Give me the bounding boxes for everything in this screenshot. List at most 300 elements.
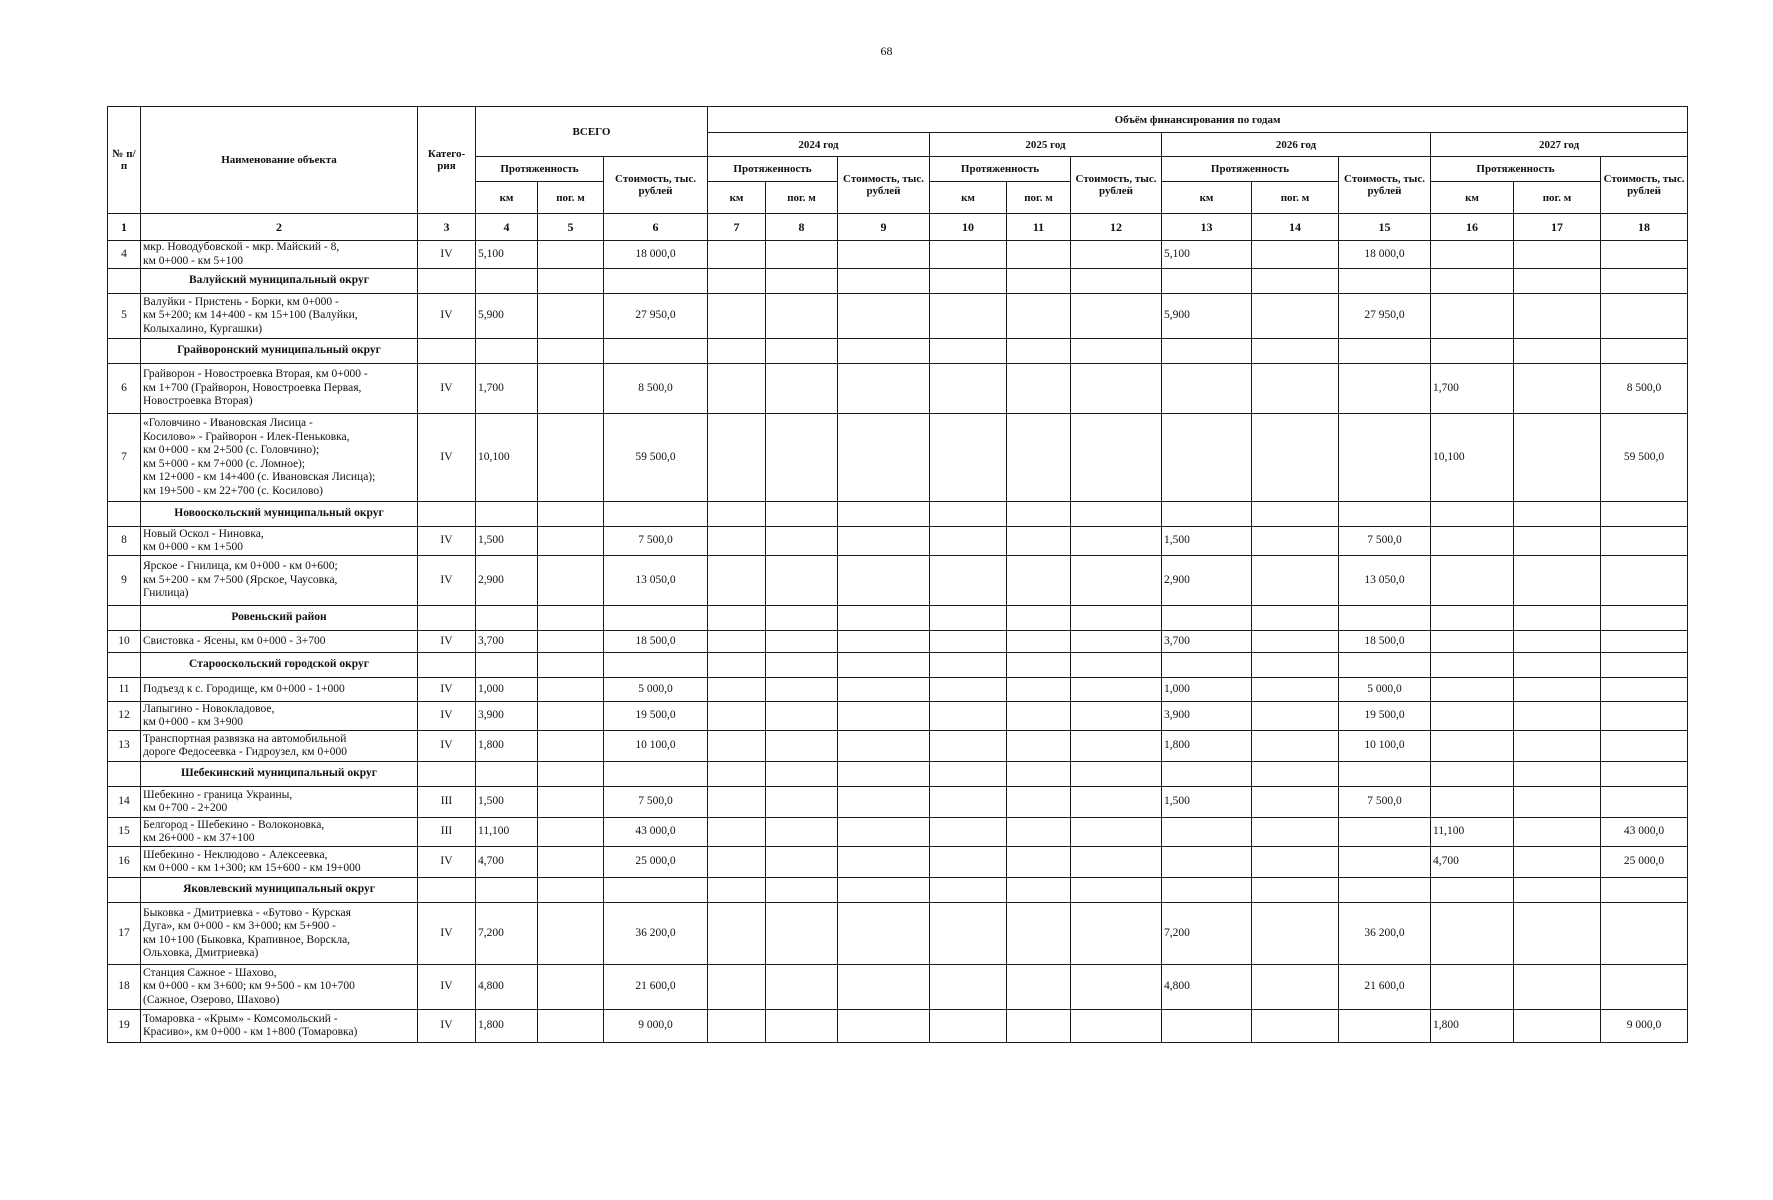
row-number: 18 (108, 965, 141, 1010)
empty-cell (604, 878, 708, 903)
km-cell (708, 294, 766, 339)
km-cell: 10,100 (1431, 414, 1514, 502)
cost-cell (1601, 294, 1688, 339)
empty-cell (604, 339, 708, 364)
km-cell (930, 556, 1007, 606)
pogm-cell (538, 294, 604, 339)
km-cell (930, 787, 1007, 818)
pogm-cell (1252, 364, 1339, 414)
cost-cell (1339, 364, 1431, 414)
object-name: Шебекино - Неклюдово - Алексеевка, км 0+000 - км 1+300; км 15+600 - км 19+000 (141, 847, 418, 878)
km-cell: 2,900 (476, 556, 538, 606)
table-row (108, 414, 1688, 502)
section-row (108, 653, 1688, 678)
cost-cell: 10 100,0 (1339, 731, 1431, 762)
km-cell: 1,700 (476, 364, 538, 414)
km-cell: 2,900 (1162, 556, 1252, 606)
cost-cell (1339, 847, 1431, 878)
cost-cell: 18 000,0 (1339, 241, 1431, 269)
km-cell (708, 818, 766, 847)
empty-cell (418, 502, 476, 527)
empty-cell (1514, 606, 1601, 631)
object-name: мкр. Новодубовской - мкр. Майский - 8, км 0+000 - км 5+100 (141, 241, 418, 269)
empty-cell (930, 606, 1007, 631)
km-cell: 3,900 (1162, 702, 1252, 731)
pogm-cell (1007, 818, 1071, 847)
empty-cell (476, 502, 538, 527)
cost-cell (1071, 1010, 1162, 1043)
pogm-cell (1514, 787, 1601, 818)
km-cell (930, 294, 1007, 339)
cost-cell: 59 500,0 (604, 414, 708, 502)
pogm-cell (1007, 903, 1071, 965)
pogm-cell (538, 965, 604, 1010)
empty-cell (1162, 269, 1252, 294)
pogm-cell (1252, 631, 1339, 653)
empty-cell (538, 339, 604, 364)
cost-cell: 7 500,0 (1339, 787, 1431, 818)
cost-cell (1339, 818, 1431, 847)
row-number: 4 (108, 241, 141, 269)
object-name: Томаровка - «Крым» - Комсомольский - Красиво», км 0+000 - км 1+800 (Томаровка) (141, 1010, 418, 1043)
header-cost-total: Стоимость, тыс. рублей (604, 157, 708, 214)
km-cell (1431, 556, 1514, 606)
km-cell (930, 818, 1007, 847)
empty-cell (708, 502, 766, 527)
empty-cell (838, 339, 930, 364)
cost-cell (1601, 787, 1688, 818)
pogm-cell (1514, 818, 1601, 847)
empty-cell (1071, 878, 1162, 903)
pogm-cell (1252, 847, 1339, 878)
cost-cell (1071, 702, 1162, 731)
pogm-cell (538, 818, 604, 847)
km-cell: 5,100 (1162, 241, 1252, 269)
pogm-cell (1007, 847, 1071, 878)
header-cost-2027: Стоимость, тыс. рублей (1601, 157, 1688, 214)
empty-cell (604, 269, 708, 294)
cost-cell: 7 500,0 (604, 787, 708, 818)
cost-cell (1071, 731, 1162, 762)
object-name: Грайворон - Новостроевка Вторая, км 0+000 - км 1+700 (Грайворон, Новостроевка Первая, Новостроевка Вторая) (141, 364, 418, 414)
section-title: Ровеньский район (141, 606, 418, 631)
cost-cell: 13 050,0 (604, 556, 708, 606)
empty-cell (1252, 878, 1339, 903)
category: IV (418, 965, 476, 1010)
empty-cell (930, 762, 1007, 787)
empty-cell (538, 606, 604, 631)
table-row (108, 241, 1688, 269)
header-year-2025: 2025 год (930, 133, 1162, 157)
km-cell (708, 847, 766, 878)
cost-cell: 13 050,0 (1339, 556, 1431, 606)
empty-cell (418, 878, 476, 903)
cost-cell: 8 500,0 (1601, 364, 1688, 414)
cost-cell: 8 500,0 (604, 364, 708, 414)
cost-cell: 5 000,0 (604, 678, 708, 702)
empty-cell (838, 269, 930, 294)
km-cell: 5,100 (476, 241, 538, 269)
object-name: Шебекино - граница Украины, км 0+700 - 2+200 (141, 787, 418, 818)
pogm-cell (1514, 903, 1601, 965)
category: IV (418, 294, 476, 339)
cost-cell (1071, 556, 1162, 606)
km-cell: 11,100 (1431, 818, 1514, 847)
pogm-cell (766, 903, 838, 965)
table-row (108, 787, 1688, 818)
km-cell (1431, 702, 1514, 731)
header-km-2026: км (1162, 182, 1252, 214)
cost-cell: 19 500,0 (604, 702, 708, 731)
pogm-cell (538, 731, 604, 762)
km-cell (708, 527, 766, 556)
pogm-cell (1252, 702, 1339, 731)
section-row (108, 269, 1688, 294)
pogm-cell (1007, 631, 1071, 653)
cost-cell (838, 818, 930, 847)
header-year-2026: 2026 год (1162, 133, 1431, 157)
empty-cell (1007, 653, 1071, 678)
object-name: Быковка - Дмитриевка - «Бутово - Курская Дуга», км 0+000 - км 3+000; км 5+900 - км 10+100 (Быковка, Крапивное, Ворскла, Ольховка, Дмитриевка) (141, 903, 418, 965)
cost-cell (838, 556, 930, 606)
cost-cell (838, 678, 930, 702)
km-cell (1162, 818, 1252, 847)
empty-cell (708, 762, 766, 787)
table-row (108, 818, 1688, 847)
header-length-2027: Протяженность (1431, 157, 1601, 182)
header-pogm-total: пог. м (538, 182, 604, 214)
km-cell (708, 1010, 766, 1043)
km-cell: 1,500 (476, 787, 538, 818)
km-cell (930, 702, 1007, 731)
cost-cell: 59 500,0 (1601, 414, 1688, 502)
cost-cell: 19 500,0 (1339, 702, 1431, 731)
empty-cell (1071, 269, 1162, 294)
cost-cell: 18 000,0 (604, 241, 708, 269)
km-cell (1431, 965, 1514, 1010)
empty-cell (930, 653, 1007, 678)
km-cell: 1,800 (476, 1010, 538, 1043)
km-cell (930, 903, 1007, 965)
table-row (108, 731, 1688, 762)
empty-cell (1007, 762, 1071, 787)
column-number: 11 (1007, 214, 1071, 241)
category: IV (418, 527, 476, 556)
km-cell (708, 731, 766, 762)
empty-cell (418, 762, 476, 787)
category: IV (418, 241, 476, 269)
header-total: ВСЕГО (476, 107, 708, 157)
empty-cell (1601, 653, 1688, 678)
pogm-cell (1514, 294, 1601, 339)
empty-cell (1431, 878, 1514, 903)
section-title: Шебекинский муниципальный округ (141, 762, 418, 787)
category: IV (418, 731, 476, 762)
row-number: 6 (108, 364, 141, 414)
pogm-cell (766, 818, 838, 847)
empty-cell (930, 339, 1007, 364)
cost-cell: 10 100,0 (604, 731, 708, 762)
empty-cell (538, 653, 604, 678)
section-row (108, 878, 1688, 903)
header-km-total: км (476, 182, 538, 214)
pogm-cell (538, 678, 604, 702)
column-number: 3 (418, 214, 476, 241)
empty-cell (1162, 762, 1252, 787)
cost-cell (1339, 414, 1431, 502)
empty-cell (538, 502, 604, 527)
cost-cell (838, 847, 930, 878)
empty-cell (766, 762, 838, 787)
category: IV (418, 702, 476, 731)
section-row (108, 606, 1688, 631)
row-number: 14 (108, 787, 141, 818)
header-year-2024: 2024 год (708, 133, 930, 157)
empty-cell (1339, 653, 1431, 678)
cost-cell: 21 600,0 (1339, 965, 1431, 1010)
category: III (418, 787, 476, 818)
financing-table (107, 106, 1688, 1043)
km-cell: 4,800 (476, 965, 538, 1010)
row-number: 17 (108, 903, 141, 965)
column-number: 17 (1514, 214, 1601, 241)
km-cell: 1,800 (1162, 731, 1252, 762)
empty-cell (1431, 653, 1514, 678)
column-number: 15 (1339, 214, 1431, 241)
empty-cell (1007, 339, 1071, 364)
empty-cell (1601, 762, 1688, 787)
object-name: Лапыгино - Новокладовое, км 0+000 - км 3+900 (141, 702, 418, 731)
cost-cell: 25 000,0 (1601, 847, 1688, 878)
km-cell: 10,100 (476, 414, 538, 502)
pogm-cell (1007, 364, 1071, 414)
cost-cell: 9 000,0 (604, 1010, 708, 1043)
km-cell (708, 556, 766, 606)
section-title: Валуйский муниципальный округ (141, 269, 418, 294)
cost-cell: 36 200,0 (604, 903, 708, 965)
row-number: 12 (108, 702, 141, 731)
empty-cell (1431, 502, 1514, 527)
cost-cell: 18 500,0 (1339, 631, 1431, 653)
cost-cell (1071, 965, 1162, 1010)
row-number-cell (108, 653, 141, 678)
row-number: 5 (108, 294, 141, 339)
cost-cell (838, 702, 930, 731)
table-row (108, 556, 1688, 606)
pogm-cell (1007, 1010, 1071, 1043)
table-row (108, 702, 1688, 731)
km-cell (1431, 241, 1514, 269)
pogm-cell (1252, 241, 1339, 269)
km-cell (1162, 414, 1252, 502)
header-pogm-2026: пог. м (1252, 182, 1339, 214)
section-row (108, 762, 1688, 787)
pogm-cell (1514, 731, 1601, 762)
cost-cell: 43 000,0 (1601, 818, 1688, 847)
pogm-cell (1252, 818, 1339, 847)
pogm-cell (766, 556, 838, 606)
cost-cell: 5 000,0 (1339, 678, 1431, 702)
empty-cell (418, 606, 476, 631)
empty-cell (476, 878, 538, 903)
empty-cell (1007, 269, 1071, 294)
cost-cell: 7 500,0 (1339, 527, 1431, 556)
empty-cell (1514, 502, 1601, 527)
pogm-cell (1007, 787, 1071, 818)
km-cell (930, 965, 1007, 1010)
km-cell (1162, 1010, 1252, 1043)
empty-cell (476, 653, 538, 678)
empty-cell (1601, 878, 1688, 903)
row-number: 9 (108, 556, 141, 606)
empty-cell (838, 762, 930, 787)
table-row (108, 678, 1688, 702)
pogm-cell (766, 414, 838, 502)
section-title: Старооскольский городской округ (141, 653, 418, 678)
pogm-cell (538, 364, 604, 414)
empty-cell (1071, 653, 1162, 678)
header-cost-2026: Стоимость, тыс. рублей (1339, 157, 1431, 214)
km-cell: 5,900 (1162, 294, 1252, 339)
column-number: 16 (1431, 214, 1514, 241)
object-name: Подъезд к с. Городище, км 0+000 - 1+000 (141, 678, 418, 702)
empty-cell (838, 878, 930, 903)
row-number: 19 (108, 1010, 141, 1043)
pogm-cell (1007, 414, 1071, 502)
pogm-cell (538, 787, 604, 818)
pogm-cell (766, 702, 838, 731)
column-number: 13 (1162, 214, 1252, 241)
header-pogm-2024: пог. м (766, 182, 838, 214)
cost-cell: 27 950,0 (1339, 294, 1431, 339)
empty-cell (1252, 339, 1339, 364)
pogm-cell (1514, 702, 1601, 731)
empty-cell (1514, 878, 1601, 903)
header-km-2027: км (1431, 182, 1514, 214)
header-year-2027: 2027 год (1431, 133, 1688, 157)
header-length-2025: Протяженность (930, 157, 1071, 182)
km-cell: 4,800 (1162, 965, 1252, 1010)
category: IV (418, 847, 476, 878)
pogm-cell (1514, 1010, 1601, 1043)
row-number: 15 (108, 818, 141, 847)
pogm-cell (538, 702, 604, 731)
km-cell (930, 847, 1007, 878)
empty-cell (1339, 606, 1431, 631)
category: IV (418, 631, 476, 653)
km-cell: 4,700 (1431, 847, 1514, 878)
table-row (108, 364, 1688, 414)
pogm-cell (1007, 965, 1071, 1010)
cost-cell (838, 414, 930, 502)
column-number: 14 (1252, 214, 1339, 241)
empty-cell (1007, 878, 1071, 903)
cost-cell (1071, 787, 1162, 818)
column-number: 12 (1071, 214, 1162, 241)
empty-cell (538, 269, 604, 294)
cost-cell (1071, 527, 1162, 556)
empty-cell (930, 878, 1007, 903)
cost-cell: 21 600,0 (604, 965, 708, 1010)
cost-cell (1071, 241, 1162, 269)
cost-cell (1071, 903, 1162, 965)
table-row (108, 527, 1688, 556)
pogm-cell (1007, 702, 1071, 731)
pogm-cell (1252, 678, 1339, 702)
empty-cell (1162, 339, 1252, 364)
column-number: 1 (108, 214, 141, 241)
pogm-cell (1252, 903, 1339, 965)
empty-cell (766, 878, 838, 903)
empty-cell (1162, 653, 1252, 678)
empty-cell (1252, 502, 1339, 527)
empty-cell (1162, 606, 1252, 631)
pogm-cell (1007, 556, 1071, 606)
empty-cell (1431, 339, 1514, 364)
km-cell: 11,100 (476, 818, 538, 847)
pogm-cell (538, 241, 604, 269)
km-cell (1162, 364, 1252, 414)
header-pogm-2025: пог. м (1007, 182, 1071, 214)
pogm-cell (766, 847, 838, 878)
pogm-cell (1007, 678, 1071, 702)
empty-cell (1071, 762, 1162, 787)
empty-cell (418, 339, 476, 364)
km-cell: 7,200 (1162, 903, 1252, 965)
table-row (108, 965, 1688, 1010)
empty-cell (1514, 269, 1601, 294)
km-cell: 1,800 (1431, 1010, 1514, 1043)
pogm-cell (1252, 294, 1339, 339)
cost-cell: 27 950,0 (604, 294, 708, 339)
km-cell (708, 965, 766, 1010)
pogm-cell (1007, 294, 1071, 339)
cost-cell: 18 500,0 (604, 631, 708, 653)
empty-cell (1339, 762, 1431, 787)
cost-cell (1071, 847, 1162, 878)
empty-cell (476, 606, 538, 631)
pogm-cell (766, 787, 838, 818)
km-cell (930, 678, 1007, 702)
column-number: 8 (766, 214, 838, 241)
empty-cell (766, 269, 838, 294)
empty-cell (1071, 606, 1162, 631)
km-cell (930, 364, 1007, 414)
pogm-cell (1514, 556, 1601, 606)
pogm-cell (538, 414, 604, 502)
km-cell: 4,700 (476, 847, 538, 878)
km-cell (930, 527, 1007, 556)
km-cell: 1,700 (1431, 364, 1514, 414)
table-row (108, 903, 1688, 965)
section-title: Яковлевский муниципальный округ (141, 878, 418, 903)
km-cell: 3,700 (476, 631, 538, 653)
object-name: Ярское - Гнилица, км 0+000 - км 0+600; км 5+200 - км 7+500 (Ярское, Чаусовка, Гнилица) (141, 556, 418, 606)
header-length-2026: Протяженность (1162, 157, 1339, 182)
empty-cell (1252, 269, 1339, 294)
empty-cell (708, 606, 766, 631)
km-cell: 5,900 (476, 294, 538, 339)
empty-cell (766, 606, 838, 631)
empty-cell (708, 878, 766, 903)
column-number: 5 (538, 214, 604, 241)
category: IV (418, 414, 476, 502)
table-row (108, 1010, 1688, 1043)
pogm-cell (1514, 631, 1601, 653)
object-name: «Головчино - Ивановская Лисица - Косилово» - Грайворон - Илек-Пеньковка, км 0+000 - км 2+500 (с. Головчино); км 5+000 - км 7+000 (с. Ломное); км 12+000 - км 14+400 (с. Ивановская Лисица); км 19+500 - км 22+700 (с. Косилово) (141, 414, 418, 502)
column-number: 4 (476, 214, 538, 241)
pogm-cell (1252, 965, 1339, 1010)
